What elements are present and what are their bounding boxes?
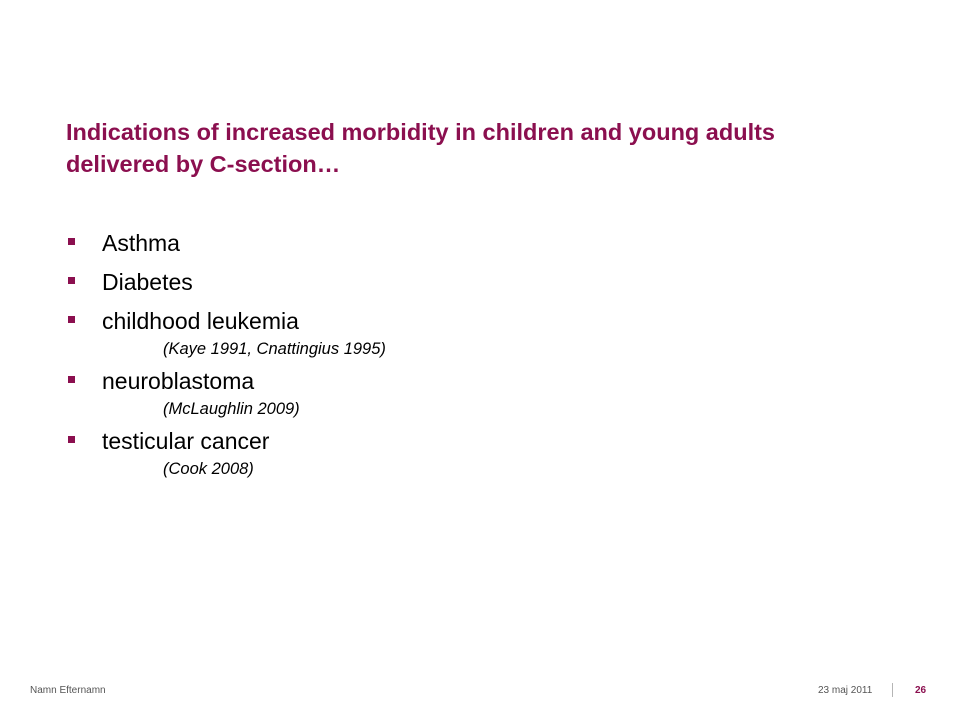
citation-text: (Kaye 1991, Cnattingius 1995) [163, 340, 386, 358]
square-bullet-icon [68, 436, 75, 443]
square-bullet-icon [68, 277, 75, 284]
citation [66, 454, 866, 484]
square-bullet-icon [68, 238, 75, 245]
bullet-item-childhood-leukemia [66, 304, 866, 364]
bullet-text: testicular cancer [102, 428, 270, 454]
citation-text: (McLaughlin 2009) [163, 400, 300, 418]
square-bullet-icon [68, 376, 75, 383]
bullet-text: Asthma [102, 230, 180, 256]
bullet-item-diabetes [66, 265, 866, 304]
bullet-row [66, 226, 866, 265]
citation [66, 334, 866, 364]
slide-title: Indications of increased morbidity in children and young adults delivered by C-section… [66, 119, 776, 177]
footer-divider [892, 683, 893, 697]
square-bullet-icon [68, 316, 75, 323]
bullet-item-asthma [66, 226, 866, 265]
footer-author: Namn Efternamn [30, 685, 106, 696]
citation-text: (Cook 2008) [163, 460, 254, 478]
bullet-item-neuroblastoma [66, 364, 866, 424]
bullet-text: Diabetes [102, 269, 193, 295]
footer-date: 23 maj 2011 [818, 685, 873, 696]
bullet-text: neuroblastoma [102, 368, 255, 394]
bullet-text: childhood leukemia [102, 308, 299, 334]
page-number: 26 [915, 685, 927, 696]
citation [66, 394, 866, 424]
bullet-row [66, 265, 866, 304]
bullet-list [66, 226, 866, 484]
bullet-item-testicular-cancer [66, 424, 866, 484]
